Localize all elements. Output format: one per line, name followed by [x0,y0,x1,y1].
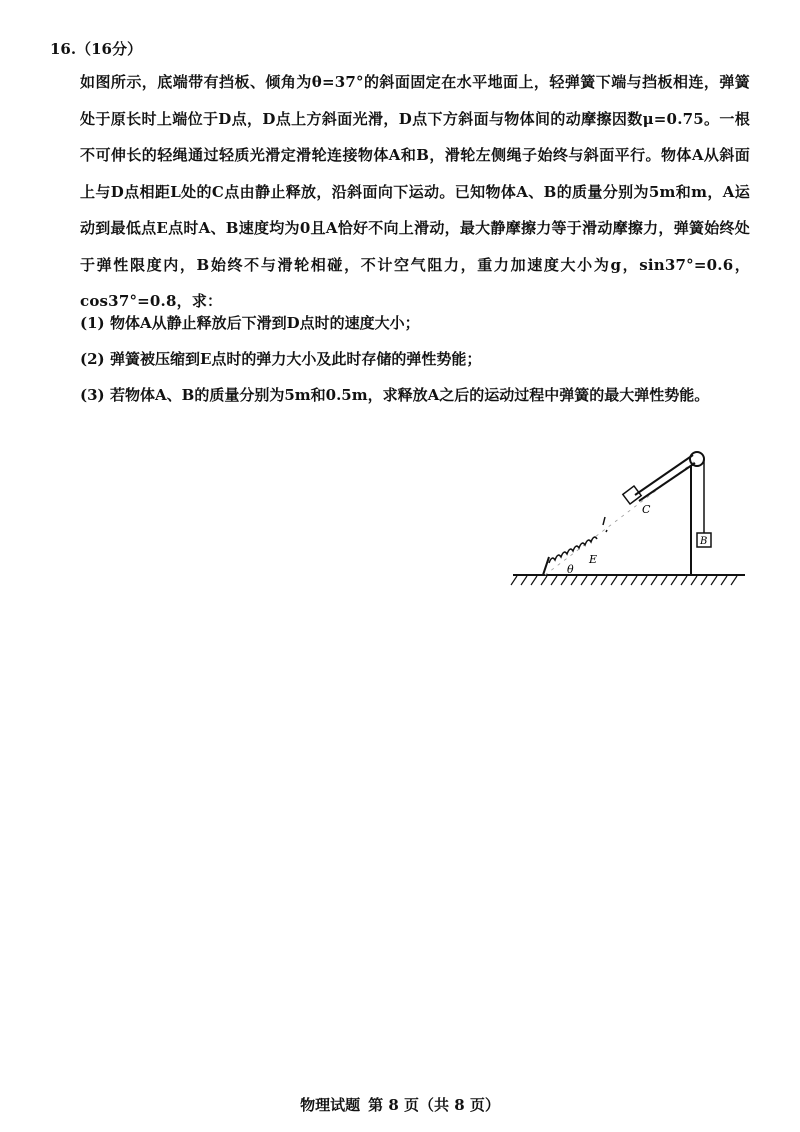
subquestion-number: (1) [80,314,105,332]
ramp-rail-lower [639,463,695,501]
label-e: E [589,553,598,566]
label-theta: θ [567,563,574,576]
subquestion-text: 若物体A、B的质量分别为5m和0.5m，求释放A之后的运动过程中弹簧的最大弹性势能。 [110,386,710,404]
pulley [690,452,704,466]
label-b: B [700,536,708,547]
baffle [543,557,549,575]
subquestion-3 [80,377,750,414]
page-footer [0,1094,800,1115]
incline-figure [505,445,755,595]
question-score: （16分） [76,40,142,58]
point-d-mark [603,517,605,525]
subquestion-text: 弹簧被压缩到E点时的弹力大小及此时存储的弹性势能； [110,350,482,368]
subquestion-2 [80,341,750,378]
ramp-rail-upper [635,455,693,495]
subquestion-text: 物体A从静止释放后下滑到D点时的速度大小； [110,314,420,332]
footer-subject: 物理试题 [300,1096,361,1114]
label-c: C [642,503,651,516]
point-d-dot [606,530,607,532]
block-a [623,486,641,504]
ground-hatching [511,576,737,585]
question-number: 16. [50,40,77,58]
footer-page: 第 8 页（共 8 页） [368,1096,500,1114]
question-header [50,38,142,59]
question-paragraph: 如图所示，底端带有挡板、倾角为θ=37°的斜面固定在水平地面上，轻弹簧下端与挡板相连，弹簧处于原长时上端位于D点，D点上方斜面光滑，D点下方斜面与物体间的动摩擦因数μ=0.75。一根不可伸长的轻绳通过轻质光滑定滑轮连接物体A和B，滑轮左侧绳子始终与斜面平行。物体A从斜面上与D点相距L处的C点由静止释放，沿斜面向下运动。已知物体A、B的质量分别为5m和m，A运动到最低点E点时A、B速度均为0且A恰好不向上滑动，最大静摩擦力等于滑动摩擦力，弹簧始终处于弹性限度内，B始终不与滑轮相碰，不计空气阻力，重力加速度大小为g，sin37°=0.6，cos37°=0.8，求： [80,73,750,310]
subquestion-number: (2) [80,350,105,368]
subquestion-1 [80,305,750,342]
subquestion-number: (3) [80,386,105,404]
